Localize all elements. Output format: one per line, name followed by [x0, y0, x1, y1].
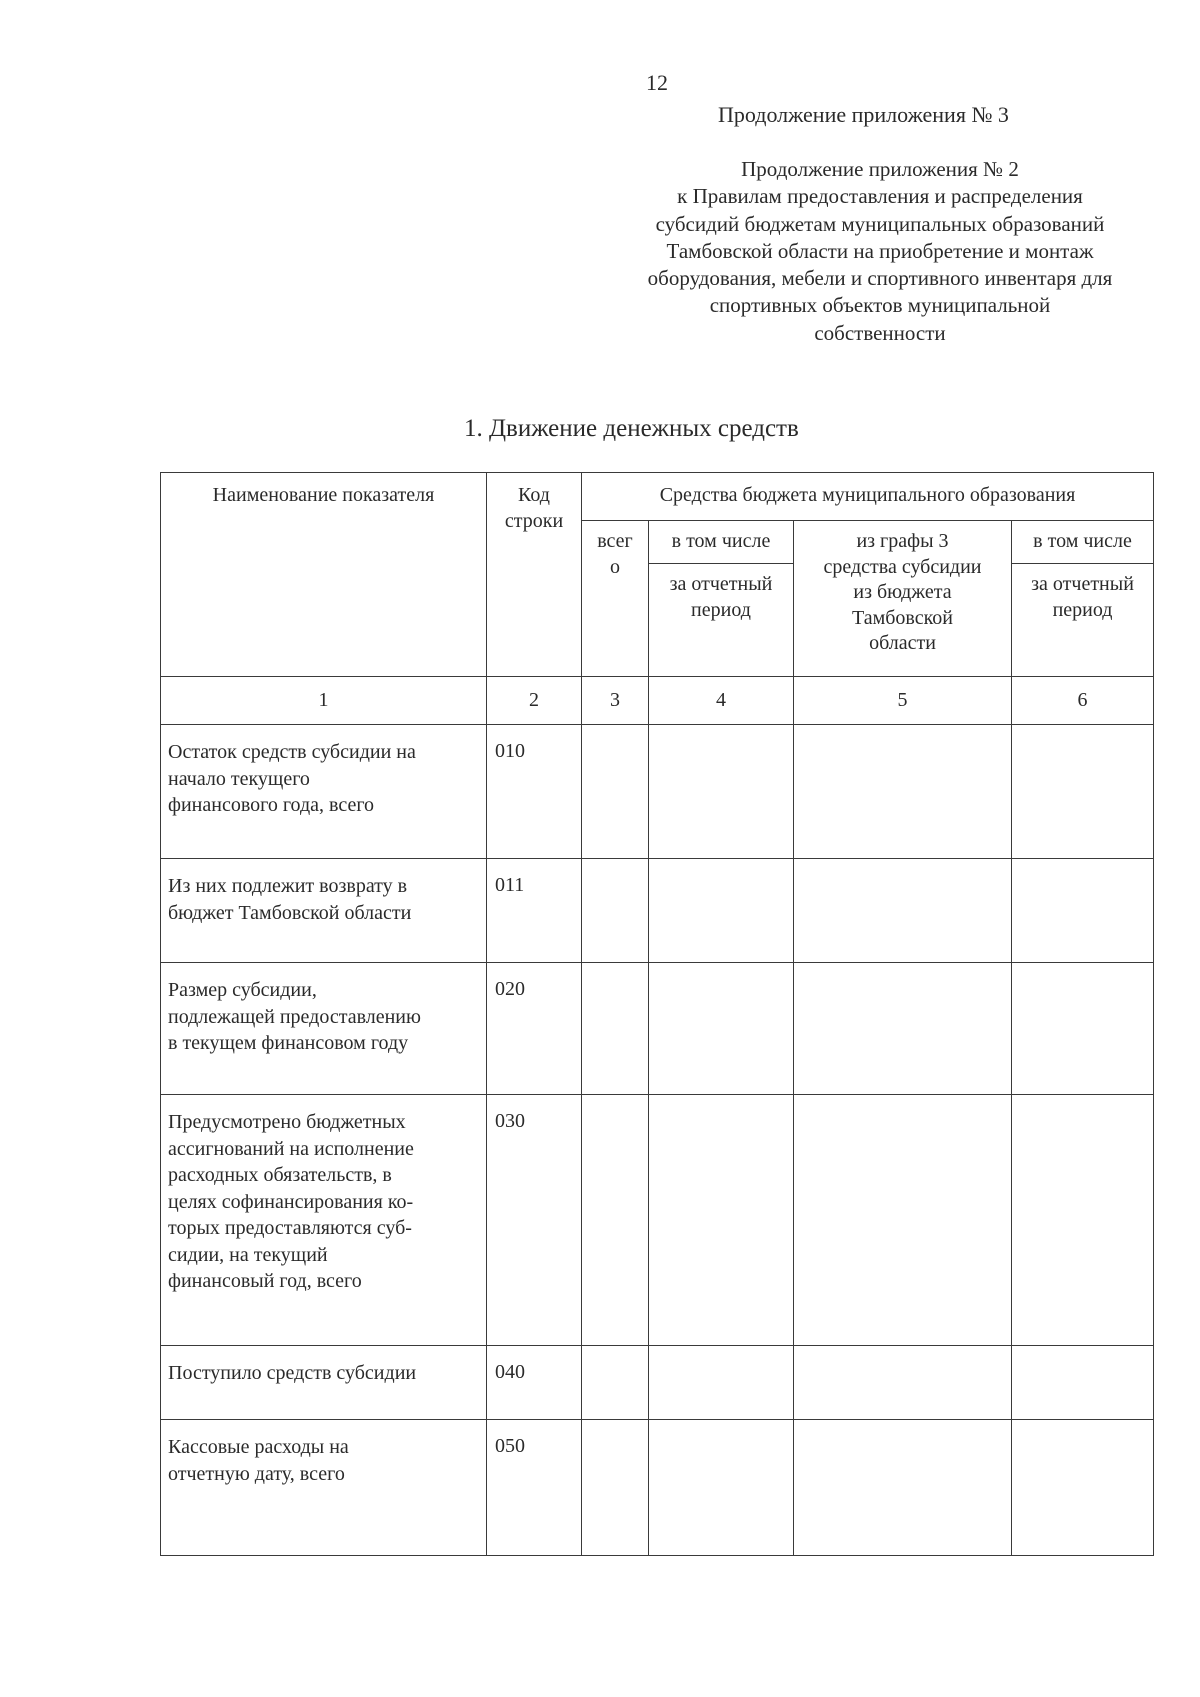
header-including-2: в том числе [1012, 521, 1154, 564]
indicator-name: Поступило средств субсидии [161, 1346, 487, 1420]
value-cell [649, 963, 794, 1095]
value-cell [1012, 1420, 1154, 1556]
value-cell [582, 725, 649, 859]
header-line: Продолжение приложения № 2 [741, 157, 1019, 181]
header-including: в том числе [649, 521, 794, 564]
value-cell [582, 1420, 649, 1556]
value-cell [582, 1346, 649, 1420]
table-row [161, 725, 1154, 859]
row-code: 010 [487, 725, 582, 859]
value-cell [1012, 963, 1154, 1095]
header-row-code: Код строки [487, 473, 582, 677]
header-line: спортивных объектов муниципальной [709, 293, 1051, 318]
header-total: всег о [582, 521, 649, 677]
value-cell [794, 725, 1012, 859]
header-line: оборудования, мебели и спортивного инвентаря для [647, 266, 1113, 291]
value-cell [582, 859, 649, 963]
table-row [161, 859, 1154, 963]
indicator-name: Кассовые расходы на отчетную дату, всего [161, 1420, 487, 1556]
value-cell [794, 859, 1012, 963]
appendix-header [580, 156, 1180, 347]
table-row [161, 1346, 1154, 1420]
header-subsidy-from-regional-budget: из графы 3 средства субсидии из бюджета Тамбовской области [794, 521, 1012, 677]
value-cell [794, 1346, 1012, 1420]
column-number: 6 [1012, 677, 1154, 725]
value-cell [1012, 1095, 1154, 1346]
column-number: 1 [161, 677, 487, 725]
column-numbers-row [161, 677, 1154, 725]
cash-flow-table [160, 472, 1154, 1556]
value-cell [582, 1095, 649, 1346]
table-row [161, 1420, 1154, 1556]
header-line: к Правилам предоставления и распределения [677, 184, 1083, 209]
header-reporting-period-2: за отчетный период [1012, 564, 1154, 677]
row-code: 020 [487, 963, 582, 1095]
row-code: 011 [487, 859, 582, 963]
header-municipal-budget: Средства бюджета муниципального образования [582, 473, 1154, 521]
column-number: 3 [582, 677, 649, 725]
value-cell [649, 1095, 794, 1346]
indicator-name: Размер субсидии, подлежащей предоставлению в текущем финансовом году [161, 963, 487, 1095]
header-line: Тамбовской области на приобретение и монтаж [666, 238, 1094, 263]
row-code: 050 [487, 1420, 582, 1556]
page-number: 12 [646, 70, 668, 95]
value-cell [649, 859, 794, 963]
value-cell [1012, 1346, 1154, 1420]
column-number: 2 [487, 677, 582, 725]
row-code: 040 [487, 1346, 582, 1420]
indicator-name: Остаток средств субсидии на начало текущего финансового года, всего [161, 725, 487, 859]
value-cell [649, 725, 794, 859]
table-row [161, 963, 1154, 1095]
column-number: 5 [794, 677, 1012, 725]
value-cell [794, 963, 1012, 1095]
value-cell [794, 1095, 1012, 1346]
value-cell [1012, 725, 1154, 859]
header-line: собственности [814, 320, 946, 345]
value-cell [794, 1420, 1012, 1556]
value-cell [582, 963, 649, 1095]
indicator-name: Из них подлежит возврату в бюджет Тамбовской области [161, 859, 487, 963]
section-title: 1. Движение денежных средств [464, 415, 799, 442]
value-cell [1012, 859, 1154, 963]
indicator-name: Предусмотрено бюджетных ассигнований на исполнение расходных обязательств, в целях софинансирования ко- торых предоставляются суб- сидии, на текущий финансовый год, всего [161, 1095, 487, 1346]
header-indicator-name: Наименование показателя [161, 473, 487, 677]
column-number: 4 [649, 677, 794, 725]
value-cell [649, 1346, 794, 1420]
row-code: 030 [487, 1095, 582, 1346]
value-cell [649, 1420, 794, 1556]
header-reporting-period: за отчетный период [649, 564, 794, 677]
header-line: субсидий бюджетам муниципальных образований [655, 211, 1105, 236]
table-row [161, 1095, 1154, 1346]
appendix-continuation-note: Продолжение приложения № 3 [718, 102, 1009, 127]
